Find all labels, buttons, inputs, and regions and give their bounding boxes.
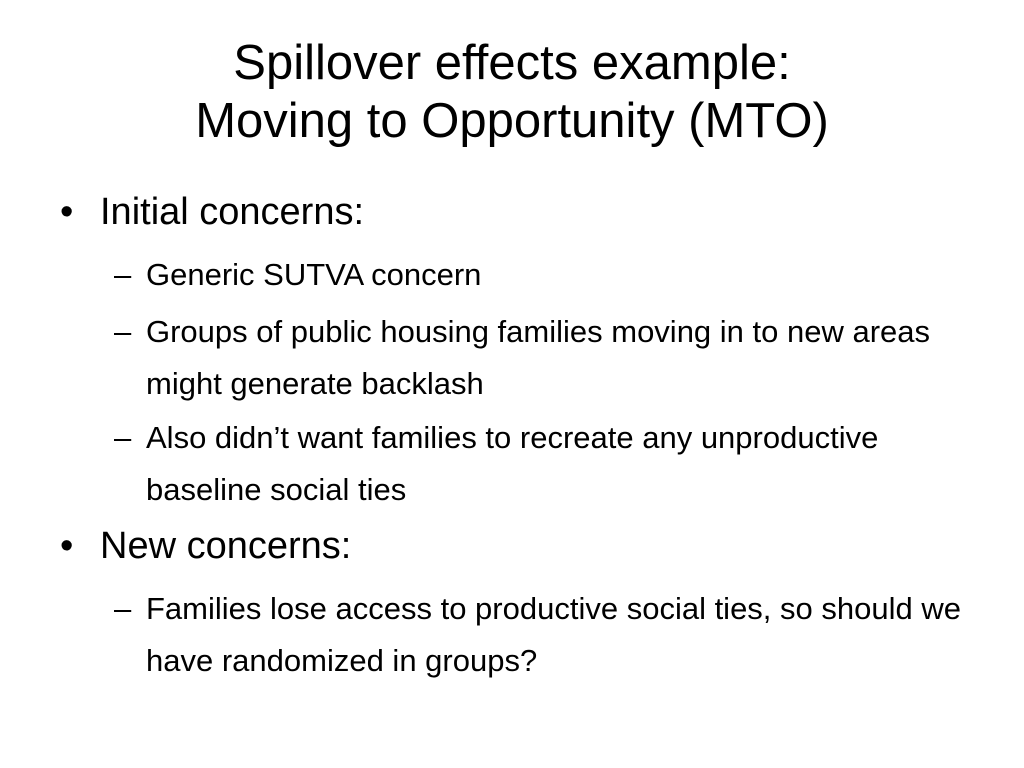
slide-title-line-2: Moving to Opportunity (MTO) (195, 94, 829, 148)
bullet-marker: • (60, 525, 74, 567)
bullet-marker: • (60, 191, 74, 233)
sub-bullet-text: Families lose access to productive social ties, so should we have randomized in groups? (146, 591, 961, 678)
sub-bullet-item (114, 412, 984, 516)
sub-bullet-text: Also didn’t want families to recreate any unproductive baseline social ties (146, 420, 879, 507)
sub-bullet-marker: – (114, 591, 132, 626)
sub-bullet-item (114, 583, 984, 687)
sub-bullet-text: Generic SUTVA concern (146, 257, 482, 292)
sub-bullet-text: Groups of public housing families moving in to new areas might generate backlash (146, 314, 931, 401)
sub-bullet-item (114, 306, 984, 410)
sub-bullet-marker: – (114, 257, 132, 292)
bullet-text: Initial concerns: (100, 191, 365, 233)
sub-bullet-item (114, 249, 984, 301)
bullet-item-initial-concerns (60, 190, 364, 234)
bullet-text: New concerns: (100, 525, 352, 567)
bullet-item-new-concerns (60, 524, 351, 568)
sub-bullet-marker: – (114, 314, 132, 349)
slide-title-line-1: Spillover effects example: (233, 36, 791, 90)
sub-bullet-marker: – (114, 420, 132, 455)
